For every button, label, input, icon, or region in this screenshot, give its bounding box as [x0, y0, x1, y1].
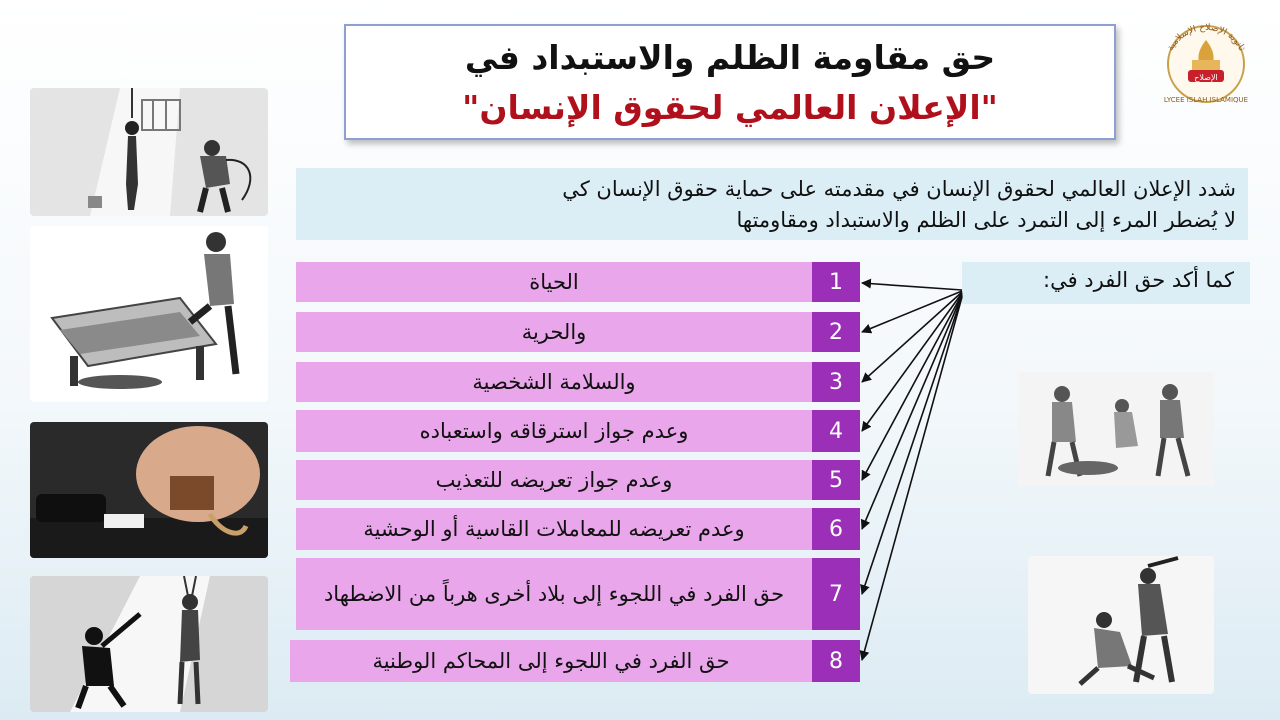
- right-text: وعدم جواز استرقاقه واستعباده: [296, 410, 812, 452]
- right-text: حق الفرد في اللجوء إلى المحاكم الوطنية: [290, 640, 812, 682]
- logo-bottom-text: LYCEE ISLAH ISLAMIQUE: [1163, 96, 1249, 104]
- right-number: 6: [812, 508, 860, 550]
- arrow-2: [862, 291, 962, 332]
- right-number: 2: [812, 312, 860, 352]
- illustration-beating: [30, 576, 268, 712]
- title-line1: حق مقاومة الظلم والاستبداد في: [464, 38, 996, 77]
- arrow-6: [862, 295, 962, 529]
- arrow-8: [862, 297, 962, 660]
- right-number: 1: [812, 262, 860, 302]
- arrow-5: [862, 294, 962, 480]
- right-number: 8: [812, 640, 860, 682]
- illustration-crushing: [30, 226, 268, 402]
- right-number: 3: [812, 362, 860, 402]
- illustration-group-beating: [1018, 372, 1214, 486]
- right-number: 4: [812, 410, 860, 452]
- right-text: وعدم تعريضه للمعاملات القاسية أو الوحشية: [296, 508, 812, 550]
- arrow-1: [862, 283, 962, 290]
- side-label: كما أكد حق الفرد في:: [962, 262, 1250, 304]
- logo-badge-text: الإصلاح: [1194, 73, 1218, 82]
- right-text: الحياة: [296, 262, 812, 302]
- right-text: والسلامة الشخصية: [296, 362, 812, 402]
- arrow-3: [862, 292, 962, 382]
- illustration-bound-hands: [30, 422, 268, 558]
- right-text: حق الفرد في اللجوء إلى بلاد أخرى هرباً من الاضطهاد: [296, 558, 812, 630]
- title-line2: "الإعلان العالمي لحقوق الإنسان": [462, 88, 998, 127]
- intro-line2: لا يُضطر المرء إلى التمرد على الظلم والاستبداد ومقاومتها: [736, 208, 1236, 232]
- illustration-victim-baton: [1028, 556, 1214, 694]
- right-number: 7: [812, 558, 860, 630]
- arrow-7: [862, 296, 962, 594]
- intro-line1: شدد الإعلان العالمي لحقوق الإنسان في مقدمته على حماية حقوق الإنسان كي: [562, 177, 1236, 201]
- right-text: والحرية: [296, 312, 812, 352]
- logo-arc-text: ثانوية الإصلاح الإسلامية: [1165, 22, 1247, 53]
- right-text: وعدم جواز تعريضه للتعذيب: [296, 460, 812, 500]
- right-number: 5: [812, 460, 860, 500]
- illustration-prisoner-whipping: [30, 88, 268, 216]
